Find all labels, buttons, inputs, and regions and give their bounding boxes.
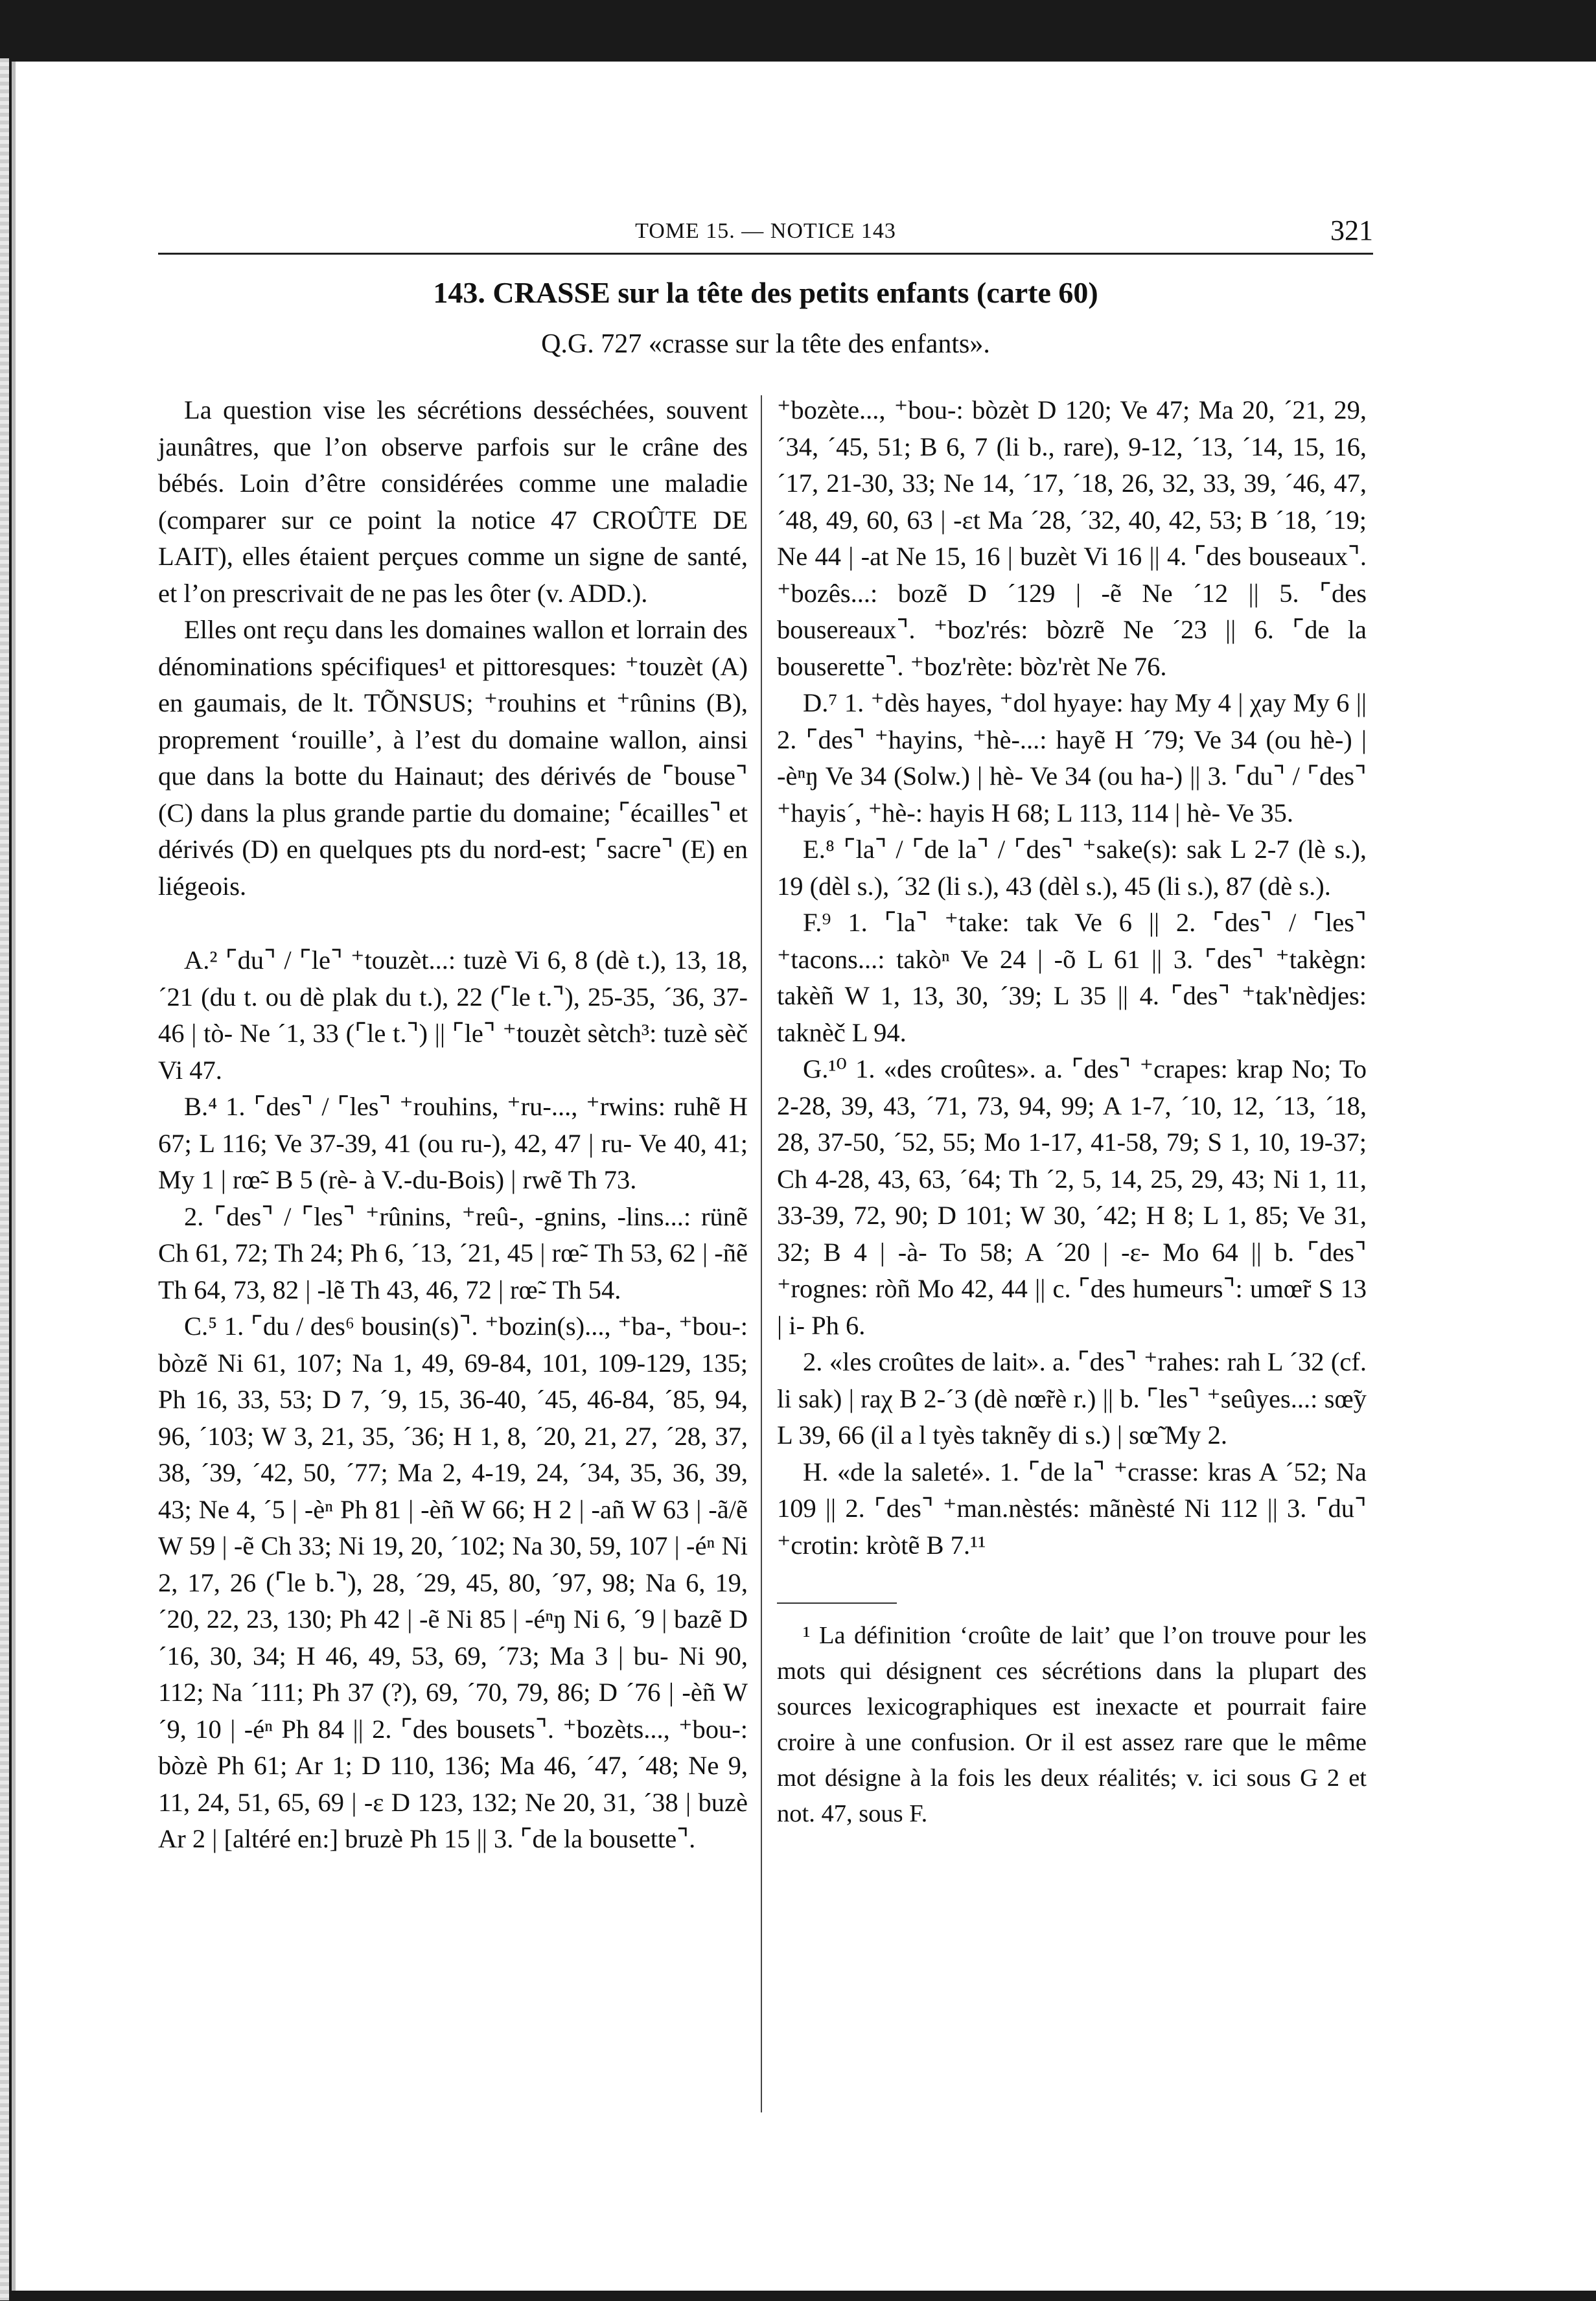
intro-paragraph-1: La question vise les sécrétions desséchées, souvent jaunâtres, que l’on observe parfois sur le crâne des bébés. Loin d’être considérées comme une maladie (comparer sur ce point la notice 47 CROÛTE DE LAIT), elles étaient perçues comme un signe de santé, et l’on prescrivait de ne pas les ôter (v. ADD.).	[158, 395, 748, 608]
section-d: D.⁷ 1. ⁺dès hayes, ⁺dol hyaye: hay My 4 | χay My 6 || 2. ⌜des⌝ ⁺hayins, ⁺hè-...: hayẽ H ´79; Ve 34 (ou hè-) | -èⁿŋ Ve 34 (Solw.) | hè- Ve 34 (ou ha-) || 3. ⌜du⌝ / ⌜des⌝ ⁺hayis´, ⁺hè-: hayis H 68; L 113, 114 | hè- Ve 35.	[777, 688, 1367, 827]
footnote-rule	[777, 1602, 897, 1604]
left-column	[158, 392, 748, 1858]
section-e: E.⁸ ⌜la⌝ / ⌜de la⌝ / ⌜des⌝ ⁺sake(s): sak L 2-7 (lè s.), 19 (dèl s.), ´32 (li s.), 43 (dèl s.), 45 (li s.), 87 (dè s.).	[777, 835, 1367, 901]
book-page	[12, 62, 1596, 2291]
section-f: F.⁹ 1. ⌜la⌝ ⁺take: tak Ve 6 || 2. ⌜des⌝ / ⌜les⌝ ⁺tacons...: takòⁿ Ve 24 | -õ L 61 || 3. ⌜des⌝ ⁺takègn: takèñ W 1, 13, 30, ´39; L 35 || 4. ⌜des⌝ ⁺tak'nèdjes: taknèč L 94.	[777, 908, 1367, 1047]
intro-paragraph-2: Elles ont reçu dans les domaines wallon et lorrain des dénominations spécifiques¹ et pittoresques: ⁺touzèt (A) en gaumais, de lt. TÕNSUS; ⁺rouhins et ⁺rûnins (B), proprement ‘rouille’, à l’est du domaine wallon, ainsi que dans la botte du Hainaut; des dérivés de ⌜bouse⌝ (C) dans la plus grande partie du domaine; ⌜écailles⌝ et dérivés (D) en quelques pts du nord-est; ⌜sacre⌝ (E) en liégeois.	[158, 615, 748, 901]
section-g-2: 2. «les croûtes de lait». a. ⌜des⌝ ⁺rahes: rah L ´32 (cf. li sak) | raχ B 2-´3 (dè nœ̃rè r.) || b. ⌜les⌝ ⁺seûyes...: sœ̃y L 39, 66 (il a l tyès taknẽy di s.) | sœ̃ My 2.	[777, 1347, 1367, 1450]
section-b-1: B.⁴ 1. ⌜des⌝ / ⌜les⌝ ⁺rouhins, ⁺ru-..., ⁺rwins: ruhẽ H 67; L 116; Ve 37-39, 41 (ou ru-), 42, 47 | ru- Ve 40, 41; My 1 | rœ̃- B 5 (rè- à V.-du-Bois) | rwẽ Th 73.	[158, 1092, 748, 1194]
scan-edge	[0, 58, 9, 2300]
section-g-1: G.¹⁰ 1. «des croûtes». a. ⌜des⌝ ⁺crapes: krap No; To 2-28, 39, 43, ´71, 73, 94, 99; A 1-7, ´10, 12, ´13, ´18, 28, 37-50, ´52, 55; Mo 1-17, 41-58, 79; S 1, 10, 19-37; Ch 4-28, 43, 63, ´64; Th ´2, 5, 14, 25, 29, 43; Ni 1, 11, 33-39, 72, 90; D 101; W 30, ´42; H 8; L 1, 85; Ve 31, 32; B 4 | -à- To 58; A ´20 | -ɛ- Mo 64 || b. ⌜des⌝ ⁺rognes: ròñ Mo 42, 44 || c. ⌜des humeurs⌝: umœ̃r S 13 | i- Ph 6.	[777, 1054, 1367, 1340]
right-column	[777, 392, 1367, 1832]
running-title: TOME 15. — NOTICE 143	[635, 219, 896, 243]
footnote-1: ¹ La définition ‘croûte de lait’ que l’on trouve pour les mots qui désignent ces sécrétions dans la plupart des sources lexicographiques est inexacte et pourrait faire croire à une confusion. Or il est assez rare que le même mot désigne à la fois les deux réalités; v. ici sous G 2 et not. 47, sous F.	[777, 1622, 1367, 1827]
notice-title: 143. CRASSE sur la tête des petits enfants (carte 60)	[433, 276, 1098, 309]
section-c-continued: ⁺bozète..., ⁺bou-: bòzèt D 120; Ve 47; Ma 20, ´21, 29, ´34, ´45, 51; B 6, 7 (li b., rare), 9-12, ´13, ´14, 15, 16, ´17, 21-30, 33; Ne 14, ´17, ´18, 26, 32, 33, 39, ´46, 47, ´48, 49, 60, 63 | -ɛt Ma ´28, ´32, 40, 42, 53; B ´18, ´19; Ne 44 | -at Ne 15, 16 | buzèt Vi 16 || 4. ⌜des bouseaux⌝. ⁺bozês...: bozẽ D ´129 | -ẽ Ne ´12 || 5. ⌜des bousereaux⌝. ⁺boz'rés: bòzrẽ Ne ´23 || 6. ⌜de la bouserette⌝. ⁺boz'rète: bòz'rèt Ne 76.	[777, 395, 1367, 681]
column-divider	[761, 395, 762, 2112]
section-a: A.² ⌜du⌝ / ⌜le⌝ ⁺touzèt...: tuzè Vi 6, 8 (dè t.), 13, 18, ´21 (du t. ou dè plak du t.), 22 (⌜le t.⌝), 25-35, ´36, 37-46 | tò- Ne ´1, 33 (⌜le t.⌝) || ⌜le⌝ ⁺touzèt sètch³: tuzè sèč Vi 47.	[158, 945, 748, 1085]
section-b-2: 2. ⌜des⌝ / ⌜les⌝ ⁺rûnins, ⁺reû-, -gnins, -lins...: rünẽ Ch 61, 72; Th 24; Ph 6, ´13, ´21, 45 | rœ̃- Th 53, 62 | -ñẽ Th 64, 73, 82 | -lẽ Th 43, 46, 72 | rœ̃- Th 54.	[158, 1201, 748, 1304]
section-c-1: C.⁵ 1. ⌜du / des⁶ bousin(s)⌝. ⁺bozin(s)..., ⁺ba-, ⁺bou-: bòzẽ Ni 61, 107; Na 1, 49, 69-84, 101, 109-129, 135; Ph 16, 33, 53; D 7, ´9, 15, 36-40, ´45, 46-84, ´85, 94, 96, ´103; W 3, 21, 35, ´36; H 1, 8, ´20, 21, 27, ´28, 37, 38, ´39, ´42, 50, ´77; Ma 2, 4-19, 24, ´34, 35, 36, 39, 43; Ne 4, ´5 | -èⁿ Ph 81 | -èñ W 66; H 2 | -añ W 63 | -ã/ẽ W 59 | -ẽ Ch 33; Ni 19, 20, ´102; Na 30, 59, 107 | -éⁿ Ni 2, 17, 26 (⌜le b.⌝), 28, ´29, 45, 80, ´97, 98; Na 6, 19, ´20, 22, 23, 130; Ph 42 | -ẽ Ni 85 | -éⁿŋ Ni 6, ´9 | bazẽ D ´16, 30, 34; H 46, 49, 53, 69, ´73; Ma 3 | bu- Ni 90, 112; Na ´111; Ph 37 (?), 69, ´70, 79, 86; D ´76 | -èñ W ´9, 10 | -éⁿ Ph 84 || 2. ⌜des bousets⌝. ⁺bozèts..., ⁺bou-: bòzè Ph 61; Ar 1; D 110, 136; Ma 46, ´47, ´48; Ne 9, 11, 24, 51, 65, 69 | -ɛ D 123, 132; Ne 20, 31, ´38 | buzè Ar 2 | [altéré en:] bruzè Ph 15 || 3. ⌜de la bousette⌝.	[158, 1312, 748, 1853]
page-number: 321	[1330, 214, 1373, 246]
notice-subtitle: Q.G. 727 «crasse sur la tête des enfants».	[541, 329, 990, 359]
running-head	[158, 214, 1373, 255]
section-h: H. «de la saleté». 1. ⌜de la⌝ ⁺crasse: kras A ´52; Na 109 || 2. ⌜des⌝ ⁺man.nèstés: mãnèsté Ni 112 || 3. ⌜du⌝ ⁺crotin: kròtẽ B 7.¹¹	[777, 1457, 1367, 1560]
